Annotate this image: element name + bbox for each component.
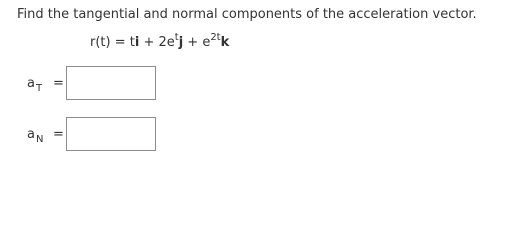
formula-t: t [129,35,135,50]
equals-sign: = [53,127,64,142]
formula-exponent-1: t [174,31,179,43]
formula-term-2: + 2e [139,35,175,50]
normal-component-label: $a_N$ [27,127,44,145]
tangential-component-row [0,64,525,104]
equals-sign: = [53,76,64,91]
formula-lhs: r(t) = [90,35,130,50]
formula-exponent-2: 2t [210,31,221,43]
unit-vector-i: i [134,35,140,50]
formula-term-3: + e [183,35,211,50]
unit-vector-k: k [220,35,230,50]
tangential-component-input[interactable] [66,66,156,100]
tangential-subscript: T [35,83,43,94]
position-vector-formula [90,31,230,50]
problem-prompt: Find the tangential and normal components of the acceleration vector. [17,7,477,22]
normal-component-row [0,115,525,155]
normal-component-input[interactable] [66,117,156,151]
normal-subscript: N [35,134,44,145]
tangential-component-label: $a_T$ [27,76,43,94]
unit-vector-j: j [178,35,184,50]
